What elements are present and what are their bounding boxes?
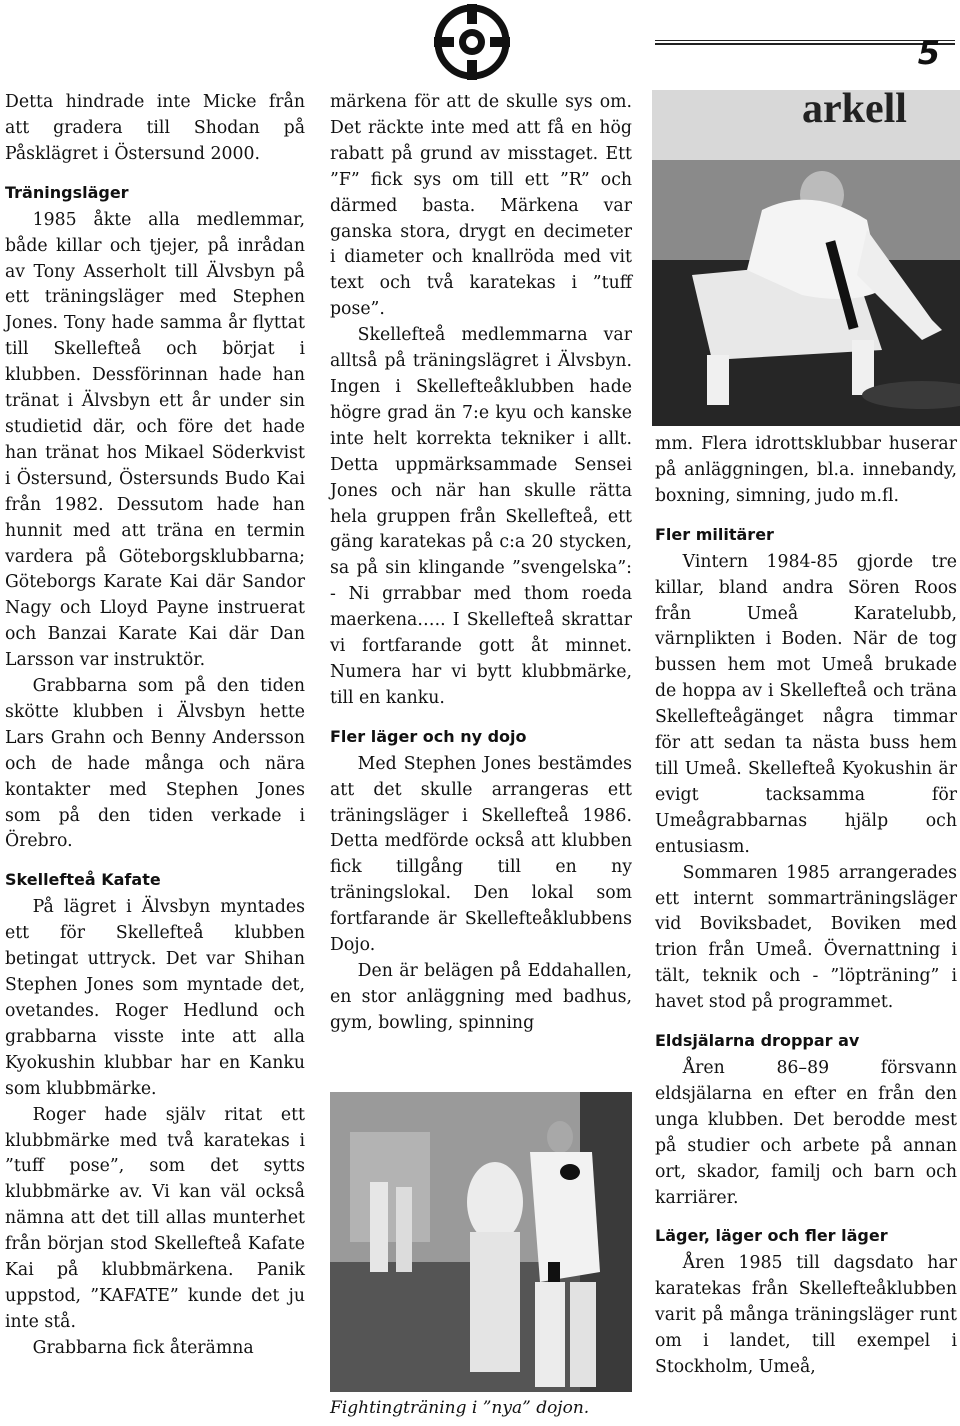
paragraph-intro: Detta hindrade inte Micke från att gradera till Shodan på Påsklägret i Östersund 2000. xyxy=(5,92,305,164)
heading-kafate: Skellefteå Kafate xyxy=(5,870,161,890)
paragraph: märkena för att de skulle sys om. Det räckte inte med att få en hög rabatt på grund av misstaget. Ett ”F” fick sys om till ett ”R” och därmed basta. Märkena var ganska stora, drygt en decimeter i diameter och knallröda med vit text och två karatekas i ”tuff pose”. xyxy=(330,92,632,320)
paragraph: Med Stephen Jones bestämdes att det skulle arrangeras ett träningsläger i Skellefteå 1986. Detta medförde också att klubben fick tillgång till en ny träningslokal. Den lokal som fortfarande är Skellefteåklubbens Dojo. xyxy=(330,753,632,956)
photo-wall-sign: arkell xyxy=(802,90,907,132)
heading-eldsjalar: Eldsjälarna droppar av xyxy=(655,1031,860,1051)
heading-traningslager: Träningsläger xyxy=(5,182,129,202)
paragraph: Roger hade själv ritat ett klubbmärke med två karatekas i ”tuff pose”, som det sytts klubbmärke av. Vi kan väl också nämna att det till allas munterhet från början stod Skellefteå Kafate Kai på klubbmärkena. Panik uppstod, ”KAFATE” kunde det ju inte stå. xyxy=(5,1104,305,1332)
header-rule xyxy=(655,40,955,41)
column-1 xyxy=(5,90,305,1362)
heading-dojo: Fler läger och ny dojo xyxy=(330,726,527,746)
paragraph: 1985 åkte alla medlemmar, både killar och tjejer, på inrådan av Tony Asserholt till Älvsbyn på ett träningsläger med Stephen Jones. Tony hade samma år flyttat till Skellefteå och börjat i klubben. Dessförinnan hade han tränat i Älvsbyn ett år under sin studietid där, och före det hade han tränat hos Mikael Söderkvist i Östersund, Östersunds Budo Kai från 1982. Dessutom hade han hunnit med att träna en termin vardera på Göteborgsklubbarna; Göteborgs Karate Kai där Sandor Nagy och Lloyd Payne instruerat och Banzai Karate Kai där Dan Larsson var instruktör. xyxy=(5,209,305,671)
photo-fighting-training xyxy=(330,1092,632,1392)
paragraph: Åren 1985 till dagsdato har karatekas från Skellefteåklubben varit på många träningsläger runt om i landet, till exempel i Stockholm, Umeå, xyxy=(655,1253,957,1378)
paragraph: Skellefteå medlemmarna var alltså på träningslägret i Älvsbyn. Ingen i Skellefteåklubben hade högre grad än 7:e kyu och kanske inte helt korrekta tekniker i allt. Detta uppmärksammade Sensei Jones och när han skulle rätta hela gruppen från Skellefteå, ett gäng karatekas på c:a 20 stycken, sa på sin klingande ”svengelska”: - Ni grrabbar med thom roeda maerkena….. I Skellefteå skrattar vi fortfarande gott åt minnet. Numera har vi bytt klubbmärke, till en kanku. xyxy=(330,325,632,708)
paragraph: Åren 86–89 försvann eldsjälarna en efter en från den unga klubben. Det berodde mest på studier och arbete på annan ort, skador, familj och barn och karriärer. xyxy=(655,1058,957,1208)
header-rule-thick xyxy=(655,43,955,45)
heading-militarer: Fler militärer xyxy=(655,524,774,544)
paragraph: På lägret i Älvsbyn myntades ett för Skellefteå klubben betingat uttryck. Det var Shihan Stephen Jones som myntade det, ovetandes. Roger Hedlund och grabbarna visste inte att alla Kyokushin klubbar har en Kanku som klubbmärke. xyxy=(5,897,305,1099)
paragraph: Den är belägen på Eddahallen, en stor anläggning med badhus, gym, bowling, spinning xyxy=(330,961,632,1033)
paragraph: Grabbarna fick återämna xyxy=(32,1337,254,1358)
paragraph: Sommaren 1985 arrangerades ett internt sommarträningsläger vid Boviksbadet, Boviken med trion från Umeå. Övernattning i tält, teknik och - ”löpträning” i havet stod på programmet. xyxy=(655,862,957,1013)
column-3 xyxy=(655,432,957,1381)
paragraph: Grabbarna som på den tiden skötte klubben i Älvsbyn hette Lars Grahn och Benny Andersson och de hade många och nära kontakter med Stephen Jones som på den tiden verkade i Örebro. xyxy=(5,676,305,852)
paragraph: mm. Flera idrottsklubbar huserar på anläggningen, bl.a. innebandy, boxning, simning, judo m.fl. xyxy=(655,434,957,506)
kanku-logo-icon xyxy=(432,2,512,82)
paragraph: Vintern 1984-85 gjorde tre killar, bland andra Sören Roos från Umeå Karatelubb, värnplikten i Boden. När de tog bussen hem mot Umeå brukade de hoppa av i Skellefteå och träna Skellefteågänget några timmar för att sedan ta nästa buss hem till Umeå. Skellefteå Kyokushin är evigt tacksamma för Umeågrabbarnas hjälp och entusiasm. xyxy=(655,551,957,857)
photo-karateka-demonstration xyxy=(652,90,960,426)
heading-lager: Läger, läger och fler läger xyxy=(655,1226,888,1246)
column-2 xyxy=(330,90,632,1037)
page-number: 5 xyxy=(917,34,940,72)
photo-caption: Fightingträning i ”nya” dojon. xyxy=(330,1398,590,1418)
